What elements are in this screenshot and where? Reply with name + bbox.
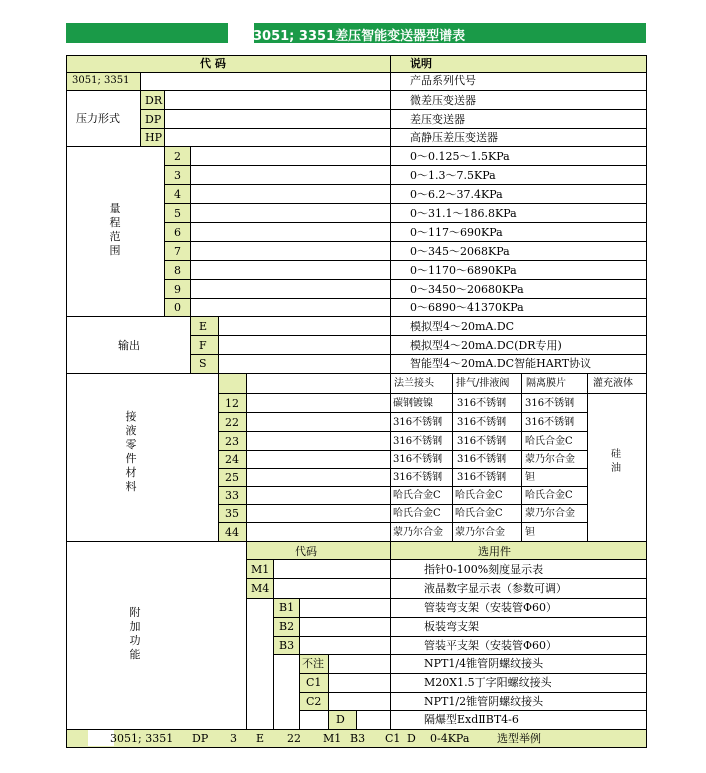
material-c1: 蒙乃尔合金	[393, 527, 443, 538]
example-code: B3	[350, 732, 366, 745]
material-c2: 哈氏合金C	[455, 490, 503, 501]
header-row-bg	[66, 55, 646, 72]
range-code: 5	[174, 207, 181, 220]
material-code: 25	[225, 471, 239, 484]
material-c2: 哈氏合金C	[455, 508, 503, 519]
material-c3: 钽	[525, 472, 535, 483]
range-desc: 0～0.125～1.5KPa	[410, 150, 510, 163]
range-code: 6	[174, 226, 181, 239]
range-code: 4	[174, 188, 181, 201]
material-c3: 蒙乃尔合金	[525, 508, 575, 519]
output-desc: 智能型4～20mA.DC智能HART协议	[410, 357, 592, 370]
example-label: 选型举例	[497, 732, 541, 745]
material-c3: 哈氏合金C	[525, 436, 573, 447]
material-c1: 316不锈钢	[393, 472, 443, 483]
material-c3: 316不锈钢	[525, 417, 575, 428]
option-code: D	[336, 713, 345, 726]
range-code: 8	[174, 264, 181, 277]
material-code: 24	[225, 453, 239, 466]
material-c1: 316不锈钢	[393, 417, 443, 428]
range-code: 0	[174, 301, 181, 314]
material-c1: 碳钢镀镍	[393, 398, 433, 409]
pressure-code-hp: HP	[145, 131, 162, 144]
pressure-code-dr: DR	[145, 94, 163, 107]
material-label: 接液零件材料	[125, 410, 137, 493]
option-desc: 指针0-100%刻度显示表	[424, 563, 544, 576]
range-desc: 0～6890～41370KPa	[410, 301, 524, 314]
material-header: 排气/排液阀	[456, 378, 510, 389]
material-code: 12	[225, 397, 239, 410]
material-code: 44	[225, 526, 239, 539]
option-code: 不注	[302, 657, 324, 670]
output-desc: 模拟型4～20mA.DC	[410, 320, 515, 333]
option-desc: NPT1/4锥管阴螺纹接头	[424, 657, 544, 670]
pressure-label: 压力形式	[76, 112, 120, 125]
example-code: E	[256, 732, 265, 745]
material-c2: 316不锈钢	[457, 436, 507, 447]
option-code: M4	[251, 582, 270, 595]
options-label: 附加功能	[129, 606, 141, 661]
options-header-desc: 选用件	[478, 545, 511, 558]
material-c2: 316不锈钢	[457, 398, 507, 409]
option-code: B2	[279, 620, 295, 633]
pressure-code-dp: DP	[145, 113, 162, 126]
material-c3: 钽	[525, 527, 535, 538]
example-code: C1	[385, 732, 401, 745]
output-desc: 模拟型4～20mA.DC(DR专用)	[410, 339, 562, 352]
pressure-desc-dp: 差压变送器	[410, 113, 465, 126]
header-code: 代 码	[200, 57, 226, 70]
example-code: M1	[323, 732, 342, 745]
range-code: 7	[174, 245, 181, 258]
material-c1: 316不锈钢	[393, 454, 443, 465]
output-code: S	[199, 357, 207, 370]
option-code: M1	[251, 563, 270, 576]
option-code: B1	[279, 601, 295, 614]
title-white-block	[228, 23, 254, 43]
example-code: 0-4KPa	[430, 732, 470, 745]
option-desc: 隔爆型ExdⅡBT4-6	[424, 713, 519, 726]
material-c2: 316不锈钢	[457, 417, 507, 428]
option-desc: NPT1/2锥管阴螺纹接头	[424, 695, 544, 708]
range-desc: 0～6.2～37.4KPa	[410, 188, 503, 201]
option-desc: 管装平支架（安装管Φ60）	[424, 639, 558, 652]
output-code: E	[199, 320, 208, 333]
material-c3: 蒙乃尔合金	[525, 454, 575, 465]
example-code: 3051; 3351	[110, 732, 174, 745]
material-c3: 哈氏合金C	[525, 490, 573, 501]
range-label: 量程范围	[109, 202, 121, 257]
material-c3: 316不锈钢	[525, 398, 575, 409]
series-desc: 产品系列代号	[410, 74, 476, 87]
example-code: D	[407, 732, 416, 745]
range-desc: 0～3450～20680KPa	[410, 283, 524, 296]
material-code: 33	[225, 489, 239, 502]
material-header: 灌充液体	[593, 378, 633, 389]
range-code: 9	[174, 283, 181, 296]
option-desc: 板装弯支架	[424, 620, 479, 633]
material-c1: 哈氏合金C	[393, 490, 441, 501]
material-c2: 蒙乃尔合金	[455, 527, 505, 538]
range-code: 2	[174, 150, 181, 163]
range-desc: 0～31.1～186.8KPa	[410, 207, 517, 220]
material-code: 22	[225, 416, 239, 429]
material-c1: 316不锈钢	[393, 436, 443, 447]
option-code: C1	[306, 676, 322, 689]
page-title: 3051; 3351差压智能变送器型谱表	[253, 29, 466, 44]
header-desc: 说明	[410, 57, 432, 70]
example-code: 3	[230, 732, 237, 745]
option-code: C2	[306, 695, 322, 708]
material-fill: 硅油	[611, 449, 621, 474]
material-c2: 316不锈钢	[457, 454, 507, 465]
option-code: B3	[279, 639, 295, 652]
option-desc: 管装弯支架（安装管Φ60）	[424, 601, 558, 614]
pressure-desc-hp: 高静压差压变送器	[410, 131, 498, 144]
output-label: 输出	[118, 339, 140, 352]
option-desc: 液晶数字显示表（参数可调）	[424, 582, 567, 595]
range-code: 3	[174, 169, 181, 182]
range-desc: 0～1.3～7.5KPa	[410, 169, 496, 182]
range-desc: 0～117～690KPa	[410, 226, 503, 239]
material-header: 隔离膜片	[526, 378, 566, 389]
pressure-desc-dr: 微差压变送器	[410, 94, 476, 107]
output-code: F	[199, 339, 207, 352]
range-desc: 0～345～2068KPa	[410, 245, 510, 258]
material-header: 法兰接头	[394, 378, 434, 389]
example-code: 22	[287, 732, 301, 745]
material-c2: 316不锈钢	[457, 472, 507, 483]
material-c1: 哈氏合金C	[393, 508, 441, 519]
series-code: 3051; 3351	[72, 75, 130, 86]
example-code: DP	[192, 732, 209, 745]
range-desc: 0～1170～6890KPa	[410, 264, 517, 277]
option-desc: M20X1.5丁字阳螺纹接头	[424, 676, 552, 689]
options-header-code: 代码	[295, 545, 317, 558]
material-code: 23	[225, 435, 239, 448]
material-code: 35	[225, 507, 239, 520]
